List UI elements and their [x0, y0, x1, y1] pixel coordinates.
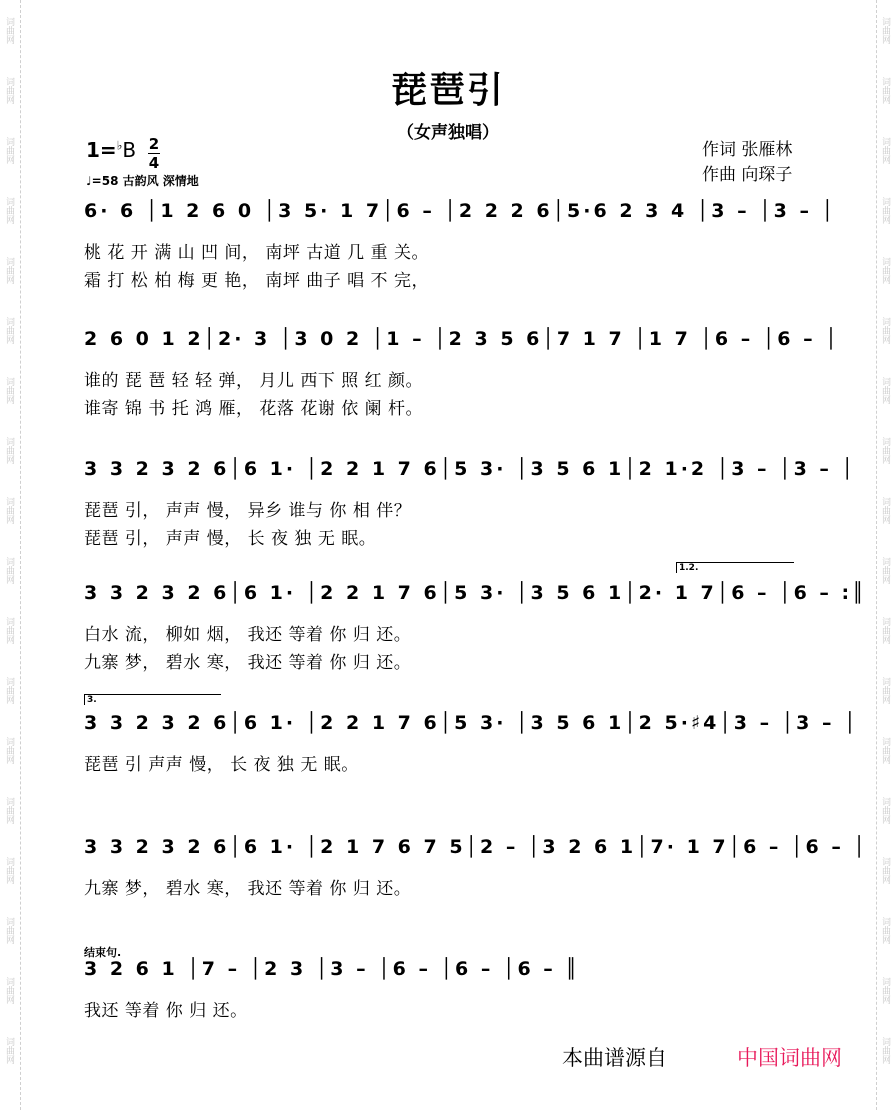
time-signature: 2 4 — [148, 135, 160, 172]
source-site-link[interactable]: 中国词曲网 — [737, 1046, 842, 1070]
tempo-marking: ♩=58 古韵风 深情地 — [86, 174, 199, 188]
source-text: 本曲谱源自 — [562, 1046, 667, 1070]
credits — [702, 138, 792, 188]
right-border — [876, 0, 877, 1110]
notation-line: 6· 6 │1 2 6 0 │3 5· 1 7│6 – │2 2 2 6│5·6 2 3 4 │3 – │3 – │ — [84, 200, 837, 222]
key-signature: 1=♭B — [86, 138, 137, 162]
notation-line: 3 3 2 3 2 6│6 1· │2 1 7 6 7 5│2 – │3 2 6 1│7· 1 7│6 – │6 – │ — [84, 836, 868, 858]
lyric-line: 谁寄 锦 书 托 鸿 雁， 花落 花谢 依 阑 杆。 — [84, 399, 424, 419]
notation-line: 3 3 2 3 2 6│6 1· │2 2 1 7 6│5 3· │3 5 6 1│2· 1 7│6 – │6 – :║ — [84, 582, 867, 604]
composer: 作曲 向琛子 — [702, 165, 793, 185]
lyricist: 作词 张雁林 — [702, 140, 793, 160]
song-subtitle: （女声独唱） — [397, 123, 499, 143]
lyric-line: 我还 等着 你 归 还。 — [84, 1001, 248, 1021]
notation-line: 3 3 2 3 2 6│6 1· │2 2 1 7 6│5 3· │3 5 6 1│2 1·2 │3 – │3 – │ — [84, 458, 856, 480]
song-title: 琵琶引 — [390, 70, 505, 111]
lyric-line: 琵琶 引， 声声 慢， 异乡 谁与 你 相 伴？ — [84, 501, 412, 521]
volta-first-ending: 1.2. — [676, 562, 794, 573]
volta-second-ending: 3. — [84, 694, 221, 705]
notation-line: 2 6 0 1 2│2· 3 │3 0 2 │1 – │2 3 5 6│7 1 7 │1 7 │6 – │6 – │ — [84, 328, 840, 350]
lyric-line: 琵琶 引 声声 慢， 长 夜 独 无 眠。 — [84, 755, 359, 775]
left-watermark: 词曲网 词曲网 词曲网 词曲网 词曲网 词曲网 词曲网 词曲网 词曲网 词曲网 词曲网 词曲网 词曲网 词曲网 词曲网 词曲网 词曲网 词曲网 — [4, 16, 14, 1064]
lyric-line: 桃 花 开 满 山 凹 间， 南坪 古道 几 重 关。 — [84, 243, 429, 263]
lyric-line: 白水 流， 柳如 烟， 我还 等着 你 归 还。 — [84, 625, 412, 645]
ending-label: 结束句. — [84, 946, 122, 959]
lyric-line: 谁的 琵 琶 轻 轻 弹， 月儿 西下 照 红 颜。 — [84, 371, 424, 391]
notation-line: 3 3 2 3 2 6│6 1· │2 2 1 7 6│5 3· │3 5 6 1│2 5·♯4│3 – │3 – │ — [84, 712, 859, 734]
right-watermark: 词曲网 词曲网 词曲网 词曲网 词曲网 词曲网 词曲网 词曲网 词曲网 词曲网 词曲网 词曲网 词曲网 词曲网 词曲网 词曲网 词曲网 词曲网 — [880, 16, 890, 1064]
notation-line: 3 2 6 1 │7 – │2 3 │3 – │6 – │6 – │6 – ║ — [84, 958, 580, 980]
lyric-line: 霜 打 松 柏 梅 更 艳， 南坪 曲子 唱 不 完， — [84, 271, 429, 291]
lyric-line: 九寨 梦， 碧水 寒， 我还 等着 你 归 还。 — [84, 879, 412, 899]
lyric-line: 琵琶 引， 声声 慢， 长 夜 独 无 眠。 — [84, 529, 377, 549]
left-border — [20, 0, 21, 1110]
lyric-line: 九寨 梦， 碧水 寒， 我还 等着 你 归 还。 — [84, 653, 412, 673]
